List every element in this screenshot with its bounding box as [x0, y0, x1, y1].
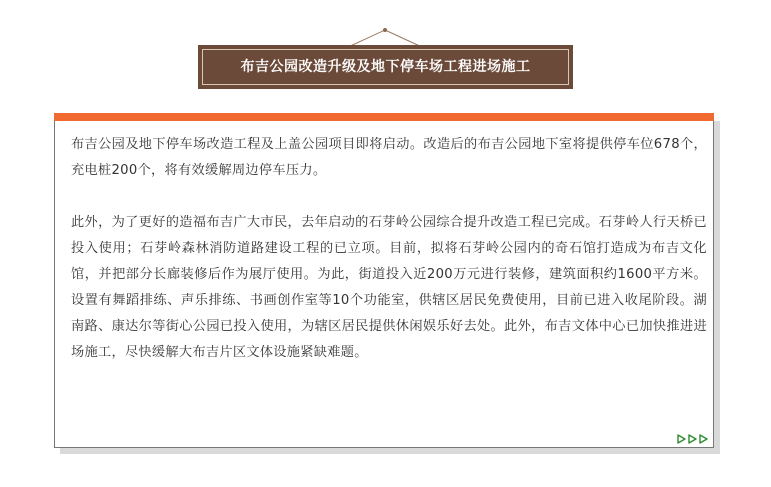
- article-paragraph: 此外，为了更好的造福布吉广大市民，去年启动的石芽岭公园综合提升改造工程已完成。石芽岭人行天桥已投入使用；石芽岭森林消防道路建设工程的已立项。目前，拟将石芽岭公园内的奇石馆打造成为布吉文化馆，并把部分长廊装修后作为展厅使用。为此，街道投入近200万元进行装修，建筑面积约1600平方米。设置有舞蹈排练、声乐排练、书画创作室等10个功能室，供辖区居民免费使用，目前已进入收尾阶段。湖南路、康达尔等街心公园已投入使用，为辖区居民提供休闲娱乐好去处。此外，布吉文体中心已加快推进进场施工，尽快缓解大布吉片区文体设施紧缺难题。: [71, 215, 707, 360]
- article-paragraph: 布吉公园及地下停车场改造工程及上盖公园项目即将启动。改造后的布吉公园地下室将提供停车位678个，充电桩200个，将有效缓解周边停车压力。: [71, 137, 707, 178]
- triple-play-arrows-icon: [677, 434, 709, 444]
- title-banner: [198, 45, 573, 89]
- article-body: [71, 132, 707, 366]
- article-accent-bar: [54, 113, 714, 121]
- page-title: 布吉公园改造升级及地下停车场工程进场施工: [240, 59, 531, 75]
